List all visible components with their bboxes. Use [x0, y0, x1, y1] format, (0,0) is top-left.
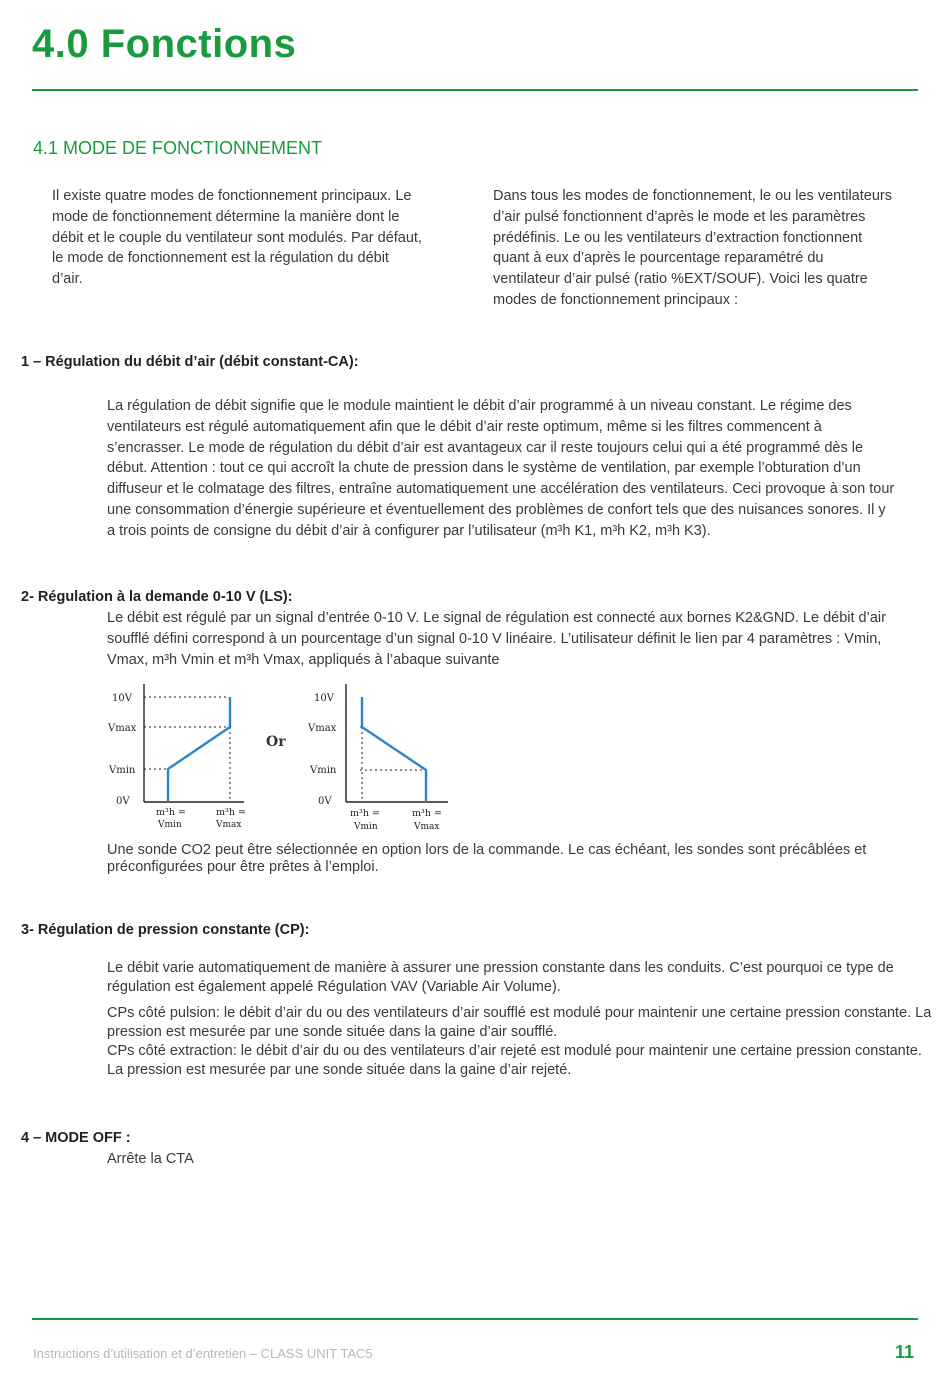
mode3-body-3: CPs côté extraction: le débit d’air du ou des ventilateurs d’air rejeté est modulé pour maintenir une certaine pression constante. La pression est mesurée par une sonde située dans la gaine d’air rejeté.	[107, 1043, 922, 1078]
label-vmin: Vmin	[109, 765, 136, 776]
intro-right-paragraph: Dans tous les modes de fonctionnement, le ou les ventilateurs d’air pulsé fonctionnent d’après le mode et les paramètres prédéfinis. Le ou les ventilateurs d’extraction fonctionnent quant à eux d’après le pourcentage reparamétré du ventilateur d’air pulsé (ratio %EXT/SOUF). Voici les quatre modes de fonctionnement principaux :	[493, 188, 892, 308]
diagram-left	[106, 682, 246, 837]
footer-text: Instructions d’utilisation et d’entretien – CLASS UNIT TAC5	[33, 1346, 373, 1361]
mode4-heading: 4 – MODE OFF :	[21, 1130, 131, 1146]
diagram-left-curve	[168, 697, 230, 802]
diagram-right	[308, 682, 450, 837]
page-title: 4.0 Fonctions	[32, 22, 297, 66]
mode2-after-text: Une sonde CO2 peut être sélectionnée en option lors de la commande. Le cas échéant, les sondes sont précâblées et préconfigurées pour être prêtes à l’emploi.	[107, 842, 867, 875]
header-rule	[32, 89, 918, 91]
diagram-right-svg	[308, 682, 450, 832]
label-m3h-min: m³h =	[350, 808, 380, 819]
page-number: 11	[894, 1342, 914, 1362]
diagram-left-svg	[106, 682, 246, 832]
label-10v: 10V	[314, 693, 334, 704]
label-x-vmax: Vmax	[414, 822, 440, 832]
label-0v: 0V	[318, 796, 332, 807]
footer-rule	[32, 1318, 918, 1320]
mode2-body: Le débit est régulé par un signal d’entrée 0-10 V. Le signal de régulation est connecté aux bornes K2&GND. Le débit d’air soufflé défini correspond à un pourcentage d’un signal 0-10 V linéaire. L’utilisateur définit le lien par 4 paramètres : Vmin, Vmax, m³h Vmin et m³h Vmax, appliqués à l’abaque suivante	[107, 610, 886, 668]
label-vmin: Vmin	[310, 765, 337, 776]
mode4-body: Arrête la CTA	[107, 1151, 194, 1167]
label-x-vmax: Vmax	[216, 820, 242, 830]
intro-left-paragraph: Il existe quatre modes de fonctionnement principaux. Le mode de fonctionnement détermine la manière dont le débit et le couple du ventilateur sont modulés. Par défaut, le mode de fonctionnement est la régulation du débit d’air.	[52, 188, 422, 288]
label-10v: 10V	[112, 693, 132, 704]
mode2-heading: 2- Régulation à la demande 0-10 V (LS):	[21, 589, 293, 605]
label-m3h-max: m³h =	[412, 808, 442, 819]
label-x-vmin: Vmin	[158, 820, 182, 830]
diagram-right-curve	[362, 697, 426, 802]
mode1-heading: 1 – Régulation du débit d’air (débit constant-CA):	[21, 354, 359, 370]
mode3-body-2: CPs côté pulsion: le débit d’air du ou des ventilateurs d’air soufflé est modulé pour maintenir une certaine pression constante. La pression est mesurée par une sonde située dans la gaine d’air soufflé.	[107, 1005, 932, 1040]
mode3-heading: 3- Régulation de pression constante (CP):	[21, 922, 310, 938]
label-0v: 0V	[116, 796, 130, 807]
section-heading: 4.1 MODE DE FONCTIONNEMENT	[33, 138, 323, 158]
label-vmax: Vmax	[108, 723, 137, 734]
label-m3h-max: m³h =	[216, 807, 246, 818]
label-m3h-min: m³h =	[156, 807, 186, 818]
label-x-vmin: Vmin	[354, 822, 378, 832]
or-label: Or	[266, 734, 286, 750]
label-vmax: Vmax	[308, 723, 337, 734]
mode3-body-1: Le débit varie automatiquement de manière à assurer une pression constante dans les conduits. C’est pourquoi ce type de régulation est également appelé Régulation VAV (Variable Air Volume).	[107, 960, 894, 995]
mode1-body: La régulation de débit signifie que le module maintient le débit d’air programmé à un niveau constant. Le régime des ventilateurs est régulé automatiquement afin que le débit d’air reste optimum, même si les filtres commencent à s’encrasser. Le mode de régulation du débit d’air est avantageux car il reste toujours celui qui a été programmé dès le début. Attention : tout ce qui accroît la chute de pression dans le système de ventilation, par exemple l’obturation d’un diffuseur et le colmatage des filtres, entraîne automatiquement une accélération des ventilateurs. Ceci provoque à son tour une consommation d’énergie supérieure et éventuellement des problèmes de confort tels que des nuisances sonores. Il y a trois points de consigne du débit d’air à configurer par l’utilisateur (m³h K1, m³h K2, m³h K3).	[107, 398, 895, 539]
